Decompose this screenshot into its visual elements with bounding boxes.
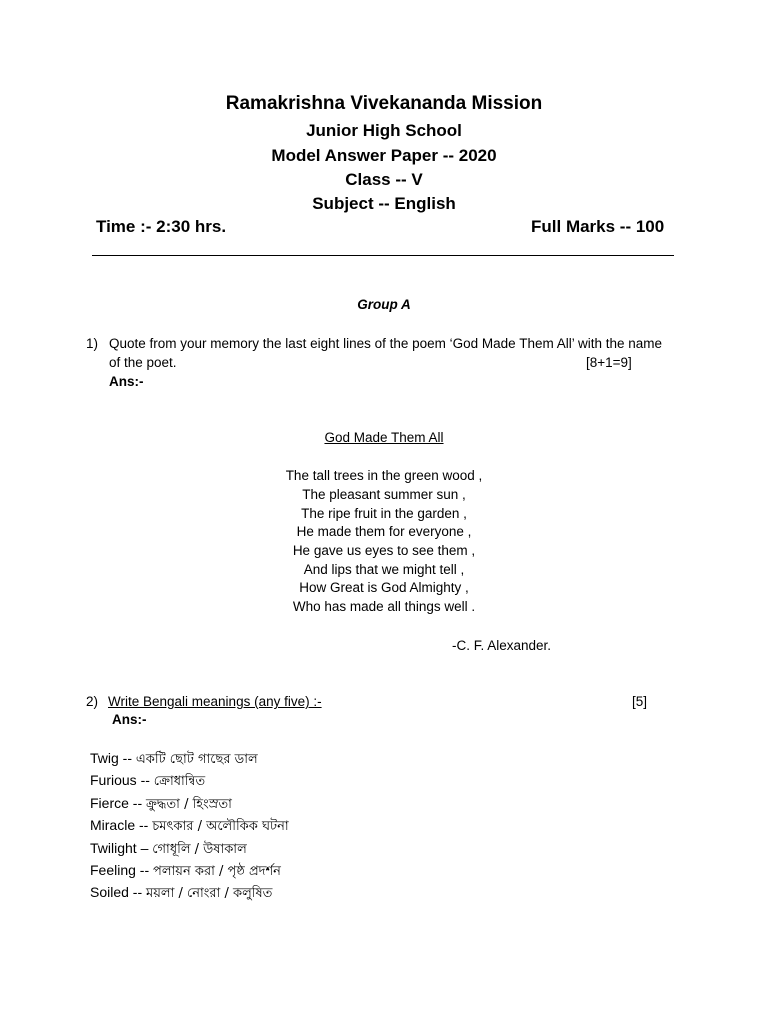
poem-line: The ripe fruit in the garden , (301, 506, 467, 521)
q2-number: 2) (86, 694, 99, 709)
meaning-word: Soiled -- (90, 884, 143, 900)
meaning-row (90, 862, 281, 883)
class-label: Class -- V (345, 170, 423, 189)
poem-line: He gave us eyes to see them , (292, 543, 476, 558)
meaning-word: Twig -- (90, 750, 132, 766)
q1-ans-label: Ans:- (109, 374, 144, 389)
meaning-row (90, 884, 272, 905)
meaning-bengali: গোধূলি / উষাকাল (152, 842, 247, 857)
poem-line: How Great is God Almighty , (299, 580, 469, 595)
meaning-row (90, 840, 247, 861)
paper-title: Model Answer Paper -- 2020 (271, 146, 497, 165)
meaning-row (90, 772, 205, 793)
meaning-bengali: ক্রোধান্বিত (153, 774, 206, 789)
poem-line: And lips that we might tell , (303, 562, 465, 577)
q1-text-line1: Quote from your memory the last eight lines of the poem ‘God Made Them All’ with the name (109, 336, 663, 351)
meaning-word: Furious -- (90, 772, 150, 788)
q1-number: 1) (86, 336, 99, 351)
q1-text-line2: of the poet. (109, 355, 177, 370)
full-marks-label: Full Marks -- 100 (531, 217, 665, 236)
meaning-bengali: ময়লা / নোংরা / কলুষিত (146, 886, 273, 901)
poem-line: The pleasant summer sun , (302, 487, 466, 502)
q2-text: Write Bengali meanings (any five) :- (108, 694, 322, 709)
subject-label: Subject -- English (312, 194, 456, 213)
meaning-bengali: পলায়ন করা / পৃষ্ঠ প্রদর্শন (153, 864, 281, 879)
meaning-bengali: চমৎকার / অলৌকিক ঘটনা (152, 819, 289, 834)
school-name: Ramakrishna Vivekananda Mission (225, 93, 543, 114)
poem-line: Who has made all things well . (292, 599, 476, 614)
q2-marks: [5] (632, 694, 648, 709)
school-level: Junior High School (306, 121, 462, 140)
header-divider (92, 255, 674, 256)
meaning-bengali: একটি ছোট গাছের ডাল (135, 752, 258, 767)
q1-marks: [8+1=9] (586, 355, 632, 370)
meaning-word: Feeling -- (90, 862, 150, 878)
meaning-row (90, 795, 232, 816)
meaning-row (90, 817, 289, 838)
time-label: Time :- 2:30 hrs. (96, 217, 227, 236)
poem-line: He made them for everyone , (296, 524, 472, 539)
meaning-word: Miracle -- (90, 817, 149, 833)
meaning-bengali: ক্রুদ্ধতা / হিংস্রতা (146, 797, 232, 812)
q2-ans-label: Ans:- (112, 712, 147, 727)
poem-title: God Made Them All (324, 430, 444, 445)
meaning-word: Twilight – (90, 840, 149, 856)
poet-name: -C. F. Alexander. (452, 638, 552, 653)
poem-line: The tall trees in the green wood , (285, 468, 483, 483)
meaning-row (90, 750, 258, 771)
group-heading: Group A (357, 297, 411, 312)
meaning-word: Fierce -- (90, 795, 143, 811)
